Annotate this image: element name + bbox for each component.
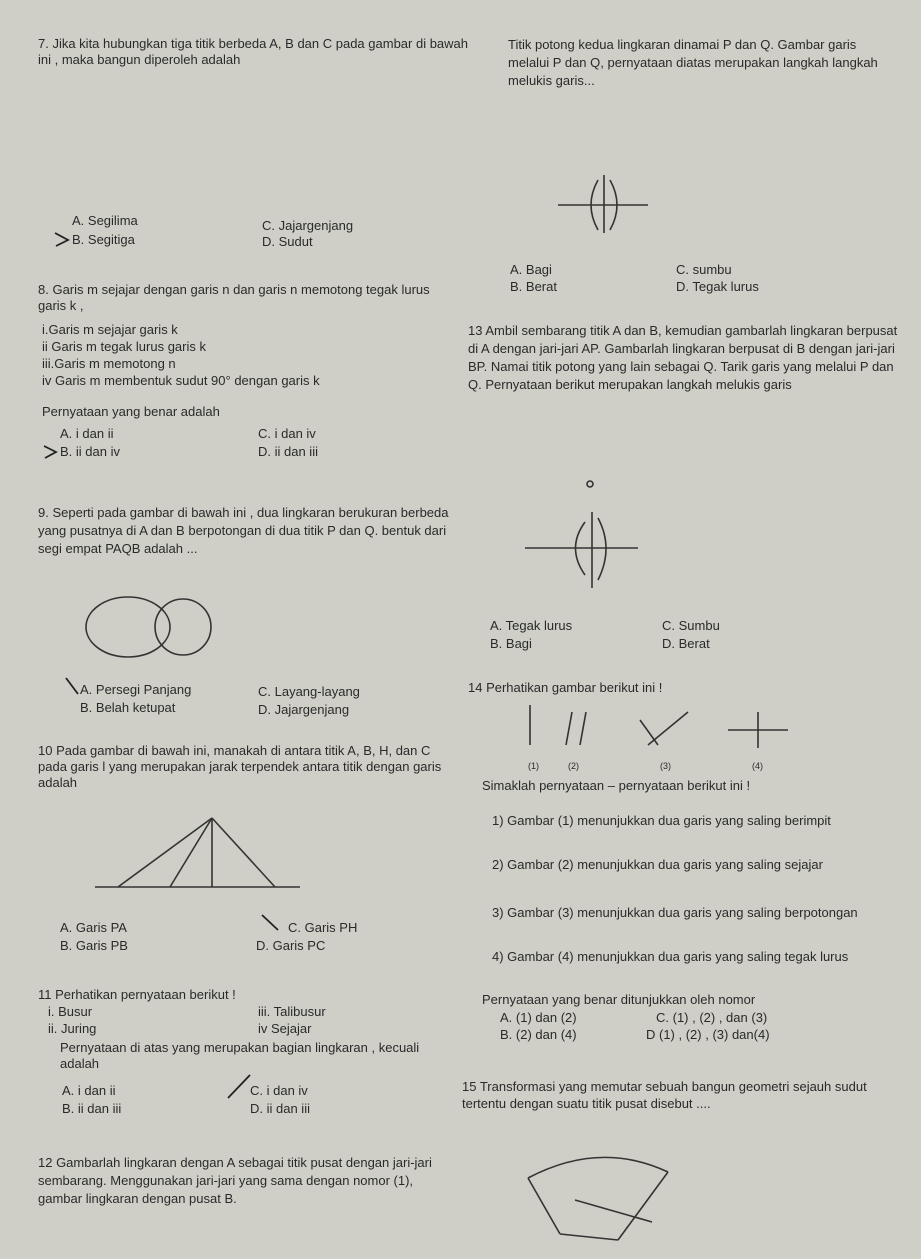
question-8-text: 8. Garis m sejajar dengan garis n dan garis n memotong tegak lurus garis k , bbox=[38, 282, 430, 313]
question-14-text: 14 Perhatikan gambar berikut ini ! bbox=[468, 680, 663, 695]
q11-option-b: B. ii dan iii bbox=[62, 1101, 122, 1116]
q7-option-a: A. Segilima bbox=[72, 213, 138, 228]
q11-question: Pernyataan di atas yang merupakan bagian lingkaran , kecuali adalah bbox=[60, 1040, 420, 1071]
q11-option-a: A. i dan ii bbox=[62, 1083, 116, 1098]
q14-figure-label-3: (3) bbox=[660, 761, 671, 771]
q9-option-a: A. Persegi Panjang bbox=[80, 682, 192, 697]
q14-option-a: A. (1) dan (2) bbox=[500, 1010, 577, 1025]
question-11-text: 11 Perhatikan pernyataan berikut ! bbox=[38, 987, 236, 1002]
q10-option-b: B. Garis PB bbox=[60, 938, 128, 953]
q14-figure-label-2: (2) bbox=[568, 761, 579, 771]
q14-figure-label-4: (4) bbox=[752, 761, 763, 771]
q14-option-b: B. (2) dan (4) bbox=[500, 1027, 577, 1042]
q14-statement-2: 2) Gambar (2) menunjukkan dua garis yang saling sejajar bbox=[492, 857, 823, 872]
q7-option-d: D. Sudut bbox=[262, 234, 313, 249]
q14-option-c: C. (1) , (2) , dan (3) bbox=[656, 1010, 768, 1025]
q14-statement-3: 3) Gambar (3) menunjukkan dua garis yang saling berpotongan bbox=[492, 905, 858, 920]
q11-item-2: ii. Juring bbox=[48, 1021, 97, 1036]
q9-option-d: D. Jajargenjang bbox=[258, 702, 350, 717]
q12-option-b: B. Berat bbox=[510, 279, 557, 294]
q13-option-d: D. Berat bbox=[662, 636, 710, 651]
question-9-text: 9. Seperti pada gambar di bawah ini , dua lingkaran berukuran berbeda yang pusatnya di A dan B berpotongan di dua titik P dan Q. bentuk dari segi empat PAQB adalah ... bbox=[38, 505, 449, 556]
q8-option-b: B. ii dan iv bbox=[60, 444, 120, 459]
q8-question: Pernyataan yang benar adalah bbox=[42, 404, 220, 419]
question-7-text: 7. Jika kita hubungkan tiga titik berbeda A, B dan C pada gambar di bawah ini , maka bangun diperoleh adalah bbox=[38, 36, 469, 67]
q9-option-b: B. Belah ketupat bbox=[80, 700, 176, 715]
q11-item-1: i. Busur bbox=[48, 1004, 93, 1019]
q8-statement-1: i.Garis m sejajar garis k bbox=[42, 322, 178, 337]
q13-option-b: B. Bagi bbox=[490, 636, 532, 651]
q12-option-a: A. Bagi bbox=[510, 262, 552, 277]
q11-item-3: iii. Talibusur bbox=[258, 1004, 326, 1019]
q8-option-d: D. ii dan iii bbox=[258, 444, 318, 459]
question-15-text: 15 Transformasi yang memutar sebuah bangun geometri sejauh sudut tertentu dengan suatu titik pusat disebut .... bbox=[462, 1079, 867, 1111]
q13-option-a: A. Tegak lurus bbox=[490, 618, 573, 633]
question-12-text: 12 Gambarlah lingkaran dengan A sebagai titik pusat dengan jari-jari sembarang. Menggunakan jari-jari yang sama dengan nomor (1), gambar lingkaran dengan pusat B. bbox=[38, 1155, 432, 1206]
q10-option-d: D. Garis PC bbox=[256, 938, 326, 953]
q14-figure-label-1: (1) bbox=[528, 761, 539, 771]
q14-statement-4: 4) Gambar (4) menunjukkan dua garis yang saling tegak lurus bbox=[492, 949, 849, 964]
q7-option-b: B. Segitiga bbox=[72, 232, 135, 247]
q14-question: Pernyataan yang benar ditunjukkan oleh nomor bbox=[482, 992, 756, 1007]
question-12-continued-text: Titik potong kedua lingkaran dinamai P dan Q. Gambar garis melalui P dan Q, pernyataan diatas merupakan langkah langkah melukis garis... bbox=[508, 37, 878, 88]
q8-statement-3: iii.Garis m memotong n bbox=[42, 356, 176, 371]
q8-statement-2: ii Garis m tegak lurus garis k bbox=[42, 339, 206, 354]
q7-option-c: C. Jajargenjang bbox=[262, 218, 354, 233]
question-10-text: 10 Pada gambar di bawah ini, manakah di antara titik A, B, H, dan C pada garis l yang merupakan jarak terpendek antara titik dengan garis adalah bbox=[38, 743, 442, 790]
q11-item-4: iv Sejajar bbox=[258, 1021, 312, 1036]
q14-option-d: D (1) , (2) , (3) dan(4) bbox=[646, 1027, 770, 1042]
rotation-figure bbox=[0, 0, 1, 1]
q13-option-c: C. Sumbu bbox=[662, 618, 720, 633]
q11-option-d: D. ii dan iii bbox=[250, 1101, 310, 1116]
q11-option-c: C. i dan iv bbox=[250, 1083, 308, 1098]
q8-statement-4: iv Garis m membentuk sudut 90° dengan garis k bbox=[42, 373, 320, 388]
q14-instruction: Simaklah pernyataan – pernyataan berikut ini ! bbox=[482, 778, 751, 793]
q8-option-c: C. i dan iv bbox=[258, 426, 316, 441]
q8-option-a: A. i dan ii bbox=[60, 426, 114, 441]
q12-option-d: D. Tegak lurus bbox=[676, 279, 759, 294]
q9-option-c: C. Layang-layang bbox=[258, 684, 360, 699]
q10-option-c: C. Garis PH bbox=[288, 920, 358, 935]
q14-statement-1: 1) Gambar (1) menunjukkan dua garis yang saling berimpit bbox=[492, 813, 831, 828]
q12-option-c: C. sumbu bbox=[676, 262, 732, 277]
q10-option-a: A. Garis PA bbox=[60, 920, 127, 935]
question-13-text: 13 Ambil sembarang titik A dan B, kemudian gambarlah lingkaran berpusat di A dengan jari-jari AP. Gambarlah lingkaran berpusat di B dengan jari-jari BP. Namai titik potong yang lain sebagai Q. Tarik garis yang melalui P dan Q. Pernyataan berikut merupakan langkah melukis garis bbox=[468, 323, 898, 392]
